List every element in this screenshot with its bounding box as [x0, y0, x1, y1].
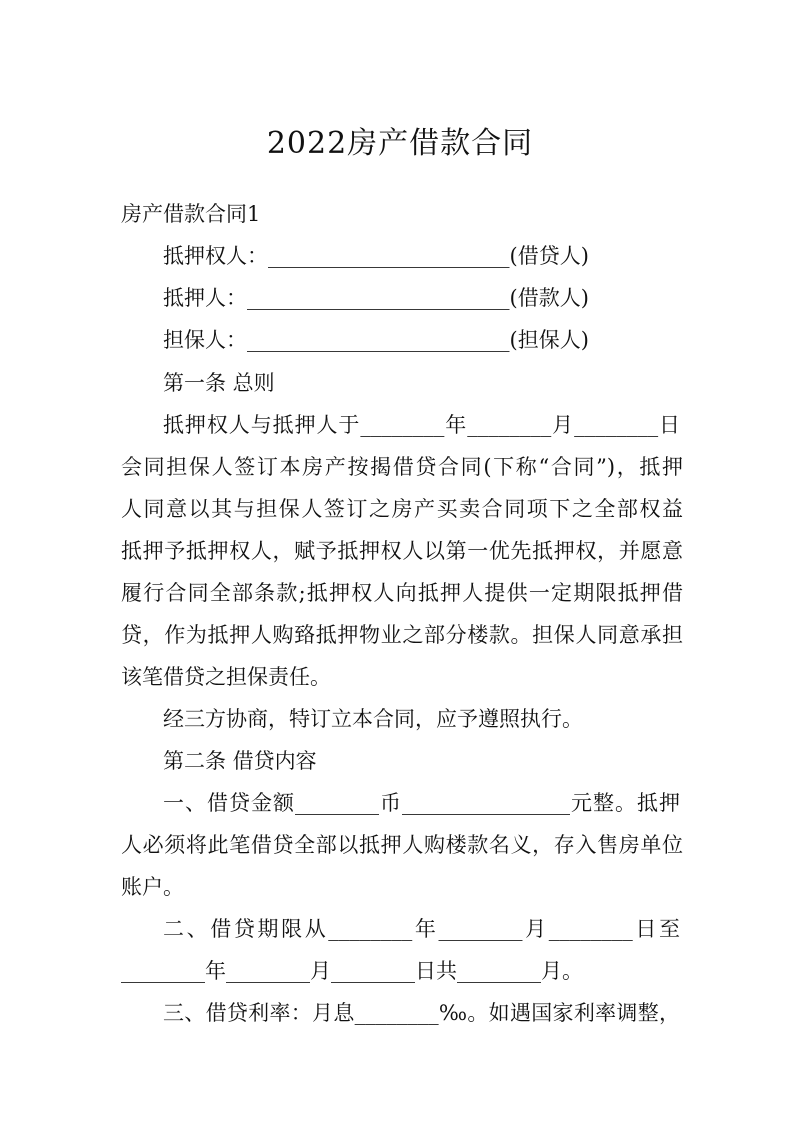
paragraph-line: 会同担保人签订本房产按揭借贷合同(下称“合同”)，抵押 — [121, 455, 683, 479]
document-title: 2022房产借款合同 — [266, 126, 534, 161]
paragraph-line: 经三方协商，特订立本合同，应予遵照执行。 — [163, 707, 583, 731]
article-1-heading: 第一条 总则 — [163, 371, 275, 395]
article-2-heading: 第二条 借贷内容 — [163, 749, 317, 773]
guarantor-line: 担保人：_________________________(担保人) — [163, 328, 589, 352]
paragraph-line: ________年________月________日共________月。 — [121, 959, 583, 983]
paragraph-line: 人同意以其与担保人签订之房产买卖合同项下之全部权益 — [121, 497, 683, 521]
paragraph-line: 二、借贷期限从________年________月________日至 — [163, 917, 680, 941]
paragraph-line: 一、借贷金额________币________________元整。抵押 — [163, 791, 680, 815]
paragraph-line: 账户。 — [121, 875, 184, 899]
mortgagor-line: 抵押人：_________________________(借款人) — [163, 286, 589, 310]
contract-subtitle: 房产借款合同1 — [121, 202, 261, 226]
paragraph-line: 履行合同全部条款;抵押权人向抵押人提供一定期限抵押借 — [121, 581, 683, 605]
paragraph-line: 贷，作为抵押人购臵抵押物业之部分楼款。担保人同意承担 — [121, 623, 683, 647]
paragraph-line: 三、借贷利率：月息________‰。如遇国家利率调整， — [163, 1001, 680, 1025]
paragraph-line: 抵押权人与抵押人于________年________月________日 — [163, 413, 680, 437]
paragraph-line: 该笔借贷之担保责任。 — [121, 665, 331, 689]
paragraph-line: 人必须将此笔借贷全部以抵押人购楼款名义，存入售房单位 — [121, 833, 683, 857]
paragraph-line: 抵押予抵押权人，赋予抵押权人以第一优先抵押权，并愿意 — [121, 539, 683, 563]
mortgagee-line: 抵押权人：_______________________(借贷人) — [163, 244, 589, 268]
